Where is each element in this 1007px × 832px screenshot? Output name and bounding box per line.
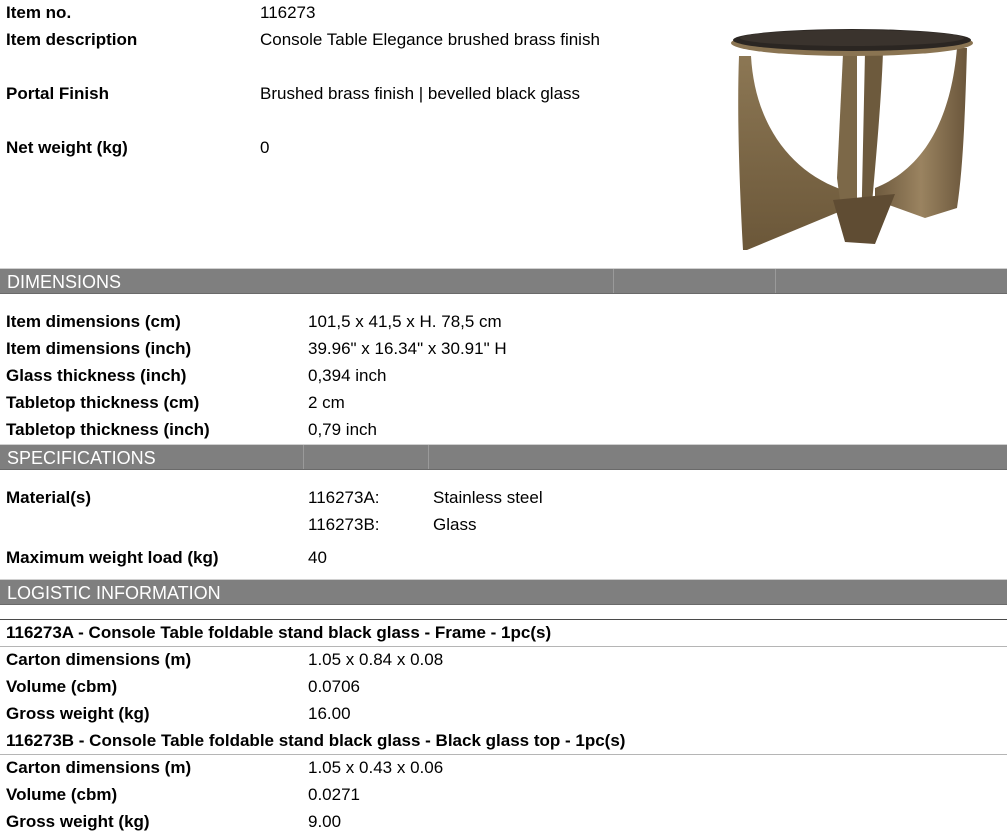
dim-row-label: Tabletop thickness (cm) [6, 393, 200, 412]
header-cell-divider [303, 445, 304, 469]
logistic-row-label: Gross weight (kg) [6, 812, 150, 831]
logistic-row-label: Volume (cbm) [6, 677, 118, 696]
dimensions-title: DIMENSIONS [7, 272, 122, 292]
net-weight-value: 0 [260, 138, 270, 157]
item-description-value: Console Table Elegance brushed brass finish [260, 30, 600, 49]
package-heading: 116273B - Console Table foldable stand black glass - Black glass top - 1pc(s) [6, 731, 626, 750]
logistics-section-header [0, 579, 1007, 605]
dim-row-value: 0,394 inch [308, 366, 387, 385]
package-heading: 116273A - Console Table foldable stand black glass - Frame - 1pc(s) [6, 623, 552, 642]
divider [0, 754, 1007, 755]
dimensions-section-header [0, 268, 1007, 294]
product-image-console-table [725, 18, 980, 258]
logistics-title: LOGISTIC INFORMATION [7, 583, 221, 603]
specifications-title: SPECIFICATIONS [7, 448, 156, 468]
dim-row-label: Glass thickness (inch) [6, 366, 187, 385]
logistic-row-label: Carton dimensions (m) [6, 758, 192, 777]
max-load-value: 40 [308, 548, 327, 567]
dim-row-label: Item dimensions (cm) [6, 312, 181, 331]
dim-row-value: 101,5 x 41,5 x H. 78,5 cm [308, 312, 502, 331]
material-code: 116273B: [308, 515, 380, 534]
logistic-row-value: 16.00 [308, 704, 351, 723]
specifications-section-header [0, 444, 1007, 470]
item-description-label: Item description [6, 30, 138, 49]
dim-row-value: 39.96" x 16.34" x 30.91" H [308, 339, 507, 358]
logistic-row-label: Gross weight (kg) [6, 704, 150, 723]
dim-row-value: 0,79 inch [308, 420, 377, 439]
header-cell-divider [613, 269, 614, 293]
logistic-row-label: Carton dimensions (m) [6, 650, 192, 669]
header-cell-divider [775, 269, 776, 293]
logistic-row-value: 9.00 [308, 812, 342, 831]
dim-row-value: 2 cm [308, 393, 345, 412]
logistic-row-value: 1.05 x 0.84 x 0.08 [308, 650, 444, 669]
header-cell-divider [428, 445, 429, 469]
logistic-row-value: 0.0706 [308, 677, 360, 696]
portal-finish-value: Brushed brass finish | bevelled black glass [260, 84, 581, 103]
item-no-value: 116273 [260, 3, 316, 22]
divider [0, 646, 1007, 647]
material-name: Glass [433, 515, 477, 534]
dim-row-label: Item dimensions (inch) [6, 339, 192, 358]
material-code: 116273A: [308, 488, 380, 507]
portal-finish-label: Portal Finish [6, 84, 109, 103]
logistic-row-label: Volume (cbm) [6, 785, 118, 804]
materials-label: Material(s) [6, 488, 92, 507]
item-no-label: Item no. [6, 3, 72, 22]
divider [0, 619, 1007, 620]
material-name: Stainless steel [433, 488, 543, 507]
dim-row-label: Tabletop thickness (inch) [6, 420, 210, 439]
net-weight-label: Net weight (kg) [6, 138, 128, 157]
logistic-row-value: 1.05 x 0.43 x 0.06 [308, 758, 444, 777]
max-load-label: Maximum weight load (kg) [6, 548, 219, 567]
logistic-row-value: 0.0271 [308, 785, 360, 804]
